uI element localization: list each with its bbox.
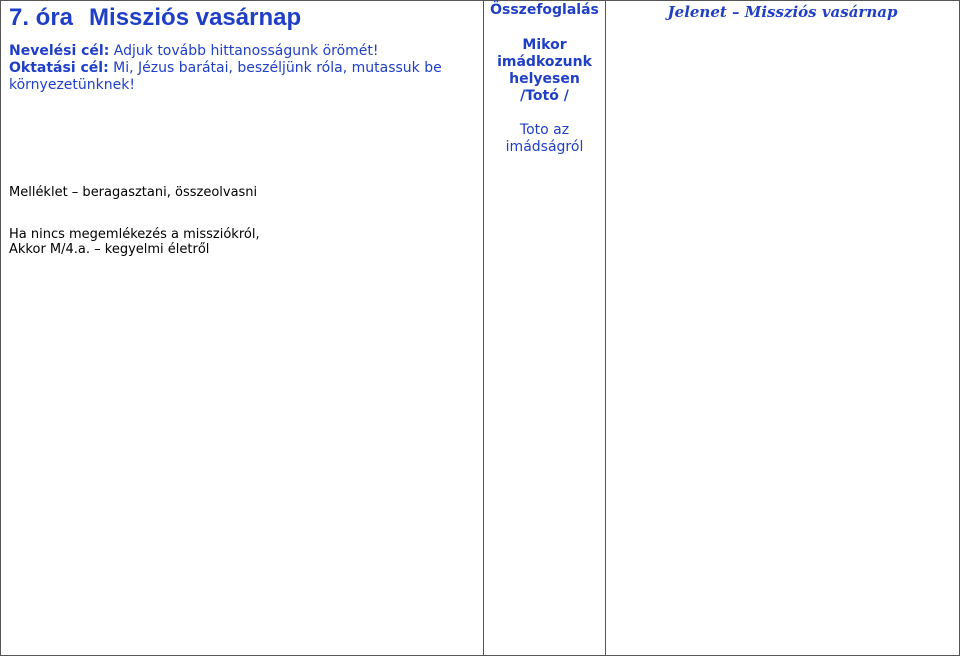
oktatasi-goal [9, 60, 477, 94]
summary-column [483, 0, 606, 656]
oktatasi-text: Mi, Jézus barátai, beszéljünk róla, mutassuk be környezetünknek! [9, 60, 442, 93]
note-line-1: Ha nincs megemlékezés a missziókról, [9, 227, 260, 242]
nevelesi-label: Nevelési cél: [9, 43, 110, 59]
note-line-2: Akkor M/4.a. – kegyelmi életről [9, 242, 210, 257]
summary-topic-line: Toto az [519, 122, 570, 138]
scene-heading: Jelenet – Missziós vasárnap [667, 3, 898, 21]
summary-topic-line: imádságról [505, 139, 584, 155]
scene-column [605, 0, 960, 656]
nevelesi-text: Adjuk tovább hittanosságunk örömét! [113, 43, 379, 59]
lesson-number: 7. óra [9, 4, 74, 31]
summary-question-line: imádkozunk [497, 54, 592, 70]
summary-topic [484, 122, 605, 156]
nevelesi-goal [9, 43, 477, 60]
lesson-title [9, 4, 301, 32]
lesson-name: Missziós vasárnap [89, 4, 302, 31]
summary-question-line: /Totó / [520, 88, 569, 104]
alternative-note [9, 227, 260, 257]
summary-question-line: Mikor [522, 37, 567, 53]
attachment-note: Melléklet – beragasztani, összeolvasni [9, 185, 258, 200]
oktatasi-label: Oktatási cél: [9, 60, 109, 76]
lesson-goals [9, 43, 477, 94]
summary-heading: Összefoglalás [490, 2, 599, 18]
summary-question-line: helyesen [509, 71, 580, 87]
summary-question [484, 37, 605, 105]
